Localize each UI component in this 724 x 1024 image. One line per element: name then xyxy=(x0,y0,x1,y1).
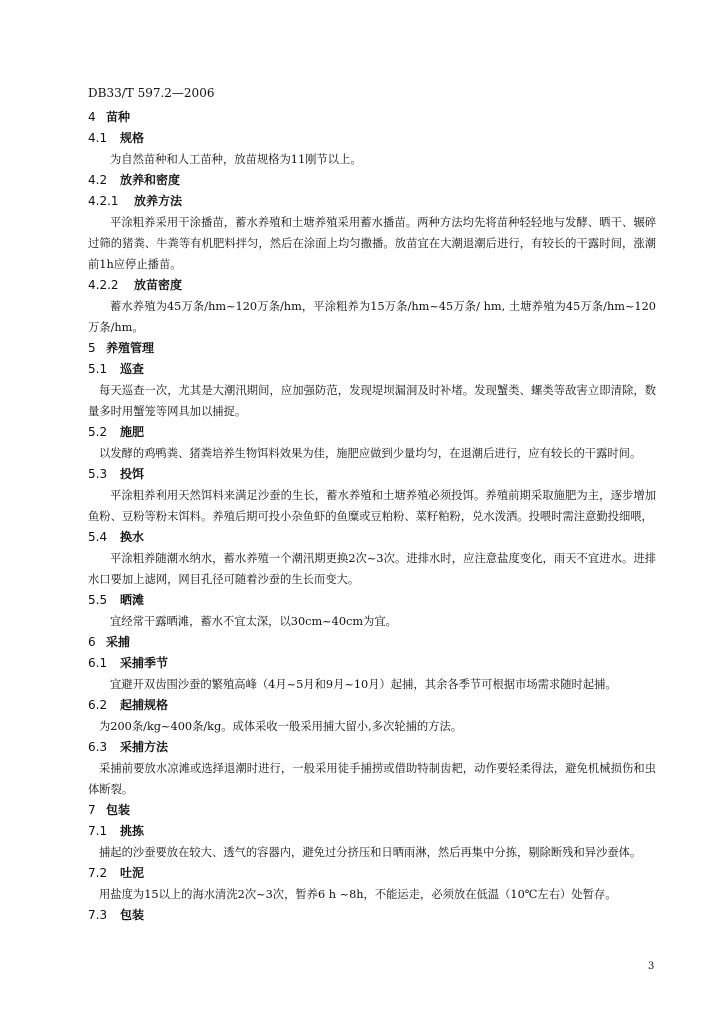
section-number: 4 xyxy=(88,110,96,124)
paragraph: 平涂粗养利用天然饵料来满足沙蚕的生长，蓄水养殖和土塘养殖必须投饵。养殖前期采取施肥为主，逐步增加鱼粉、豆粉等粉末饵料。养殖后期可投小杂鱼虾的鱼糜或豆粕粉、菜籽粕粉，兑水泼洒。投喂时需注意勤投细喂， xyxy=(88,489,656,523)
section-heading xyxy=(88,275,656,296)
section-number: 4.1 xyxy=(88,131,108,145)
section-heading xyxy=(88,821,656,842)
section-number: 4.2 xyxy=(88,173,108,187)
section-title: 晒滩 xyxy=(120,593,145,607)
section-number: 4.2.2 xyxy=(88,278,119,292)
paragraph: 宜避开双齿围沙蚕的繁殖高峰（4月~5月和9月~10月）起捕，其余各季节可根据市场需求随时起捕。 xyxy=(110,678,617,691)
section-title: 放养方法 xyxy=(134,194,183,208)
section-number: 6.3 xyxy=(88,740,108,754)
section-title: 巡查 xyxy=(120,362,145,376)
section-heading xyxy=(88,632,656,653)
paragraph: 为200条/kg~400条/kg。成体采收一般采用捕大留小,多次轮捕的方法。 xyxy=(99,720,463,733)
section-title: 起捕规格 xyxy=(120,698,169,712)
section-heading xyxy=(88,170,656,191)
section-title: 苗种 xyxy=(106,110,131,124)
section-number: 6.1 xyxy=(88,656,108,670)
section-title: 换水 xyxy=(120,530,145,544)
paragraph: 用盐度为15以上的海水清洗2次~3次，暂养6 h ~8h，不能运走，必须放在低温（10℃左右）处暂存。 xyxy=(99,888,617,901)
section-title: 采捕方法 xyxy=(120,740,169,754)
section-heading xyxy=(88,107,656,128)
section-heading xyxy=(88,863,656,884)
section-number: 7 xyxy=(88,803,96,817)
section-heading xyxy=(88,737,656,758)
paragraph: 以发酵的鸡鸭粪、猪粪培养生物饵料效果为佳，施肥应做到少量均匀，在退潮后进行，应有较长的干露时间。 xyxy=(99,447,642,460)
section-title: 采捕季节 xyxy=(120,656,169,670)
section-number: 7.3 xyxy=(88,908,108,922)
section-heading xyxy=(88,191,656,212)
paragraph: 每天巡查一次，尤其是大潮汛期间，应加强防范，发现堤坝漏洞及时补堵。发现蟹类、螺类等敌害立即清除，数量多时用蟹笼等网具加以捕捉。 xyxy=(88,384,656,418)
section-heading xyxy=(88,527,656,548)
section-title: 投饵 xyxy=(120,467,145,481)
paragraph: 蓄水养殖为45万条/hm~120万条/hm，平涂粗养为15万条/hm~45万条/ hm, 土塘养殖为45万条/hm~120万条/hm。 xyxy=(88,300,656,334)
section-title: 吐泥 xyxy=(120,866,145,880)
section-number: 5.5 xyxy=(88,593,108,607)
section-title: 放苗密度 xyxy=(134,278,183,292)
section-number: 6.2 xyxy=(88,698,108,712)
section-title: 养殖管理 xyxy=(106,341,155,355)
page-content xyxy=(88,86,656,926)
document-body xyxy=(88,107,656,926)
section-title: 采捕 xyxy=(106,635,131,649)
section-heading xyxy=(88,905,656,926)
paragraph: 捕起的沙蚕要放在较大、透气的容器内，避免过分挤压和日晒雨淋，然后再集中分拣，剔除断残和异沙蚕体。 xyxy=(99,846,642,859)
section-heading xyxy=(88,338,656,359)
paragraph: 平涂粗养采用干涂播苗，蓄水养殖和土塘养殖采用蓄水播苗。两种方法均先将苗种轻轻地与发酵、晒干、辗碎过筛的猪粪、牛粪等有机肥料拌匀，然后在涂面上均匀撒播。放苗宜在大潮退潮后进行，有较长的干露时间，涨潮前1h应停止播苗。 xyxy=(88,216,656,271)
standard-number: DB33/T 597.2—2006 xyxy=(88,86,215,100)
section-number: 5.4 xyxy=(88,530,108,544)
page-number: 3 xyxy=(648,961,655,972)
section-number: 5.1 xyxy=(88,362,108,376)
paragraph: 采捕前要放水凉滩或选择退潮时进行，一般采用徒手捕捞或借助特制齿耙，动作要轻柔得法，避免机械损伤和虫体断裂。 xyxy=(88,762,656,796)
section-title: 包装 xyxy=(120,908,145,922)
section-heading xyxy=(88,359,656,380)
section-heading xyxy=(88,653,656,674)
section-title: 放养和密度 xyxy=(120,173,181,187)
section-number: 7.2 xyxy=(88,866,108,880)
section-heading xyxy=(88,422,656,443)
section-heading xyxy=(88,128,656,149)
section-number: 7.1 xyxy=(88,824,108,838)
section-heading xyxy=(88,695,656,716)
paragraph: 为自然苗种和人工苗种，放苗规格为11刚节以上。 xyxy=(110,153,362,166)
section-number: 4.2.1 xyxy=(88,194,119,208)
section-heading xyxy=(88,800,656,821)
paragraph: 平涂粗养随潮水纳水，蓄水养殖一个潮汛期更换2次~3次。进排水时，应注意盐度变化，雨天不宜进水。进排水口要加上滤网，网目孔径可随着沙蚕的生长而变大。 xyxy=(88,552,656,586)
section-number: 5 xyxy=(88,341,96,355)
section-number: 5.2 xyxy=(88,425,108,439)
section-title: 包装 xyxy=(106,803,131,817)
section-title: 施肥 xyxy=(120,425,145,439)
section-number: 6 xyxy=(88,635,96,649)
paragraph: 宜经常干露晒滩，蓄水不宜太深，以30cm~40cm为宜。 xyxy=(110,615,397,628)
section-heading xyxy=(88,464,656,485)
section-title: 规格 xyxy=(120,131,145,145)
section-heading xyxy=(88,590,656,611)
section-title: 挑拣 xyxy=(120,824,145,838)
section-number: 5.3 xyxy=(88,467,108,481)
